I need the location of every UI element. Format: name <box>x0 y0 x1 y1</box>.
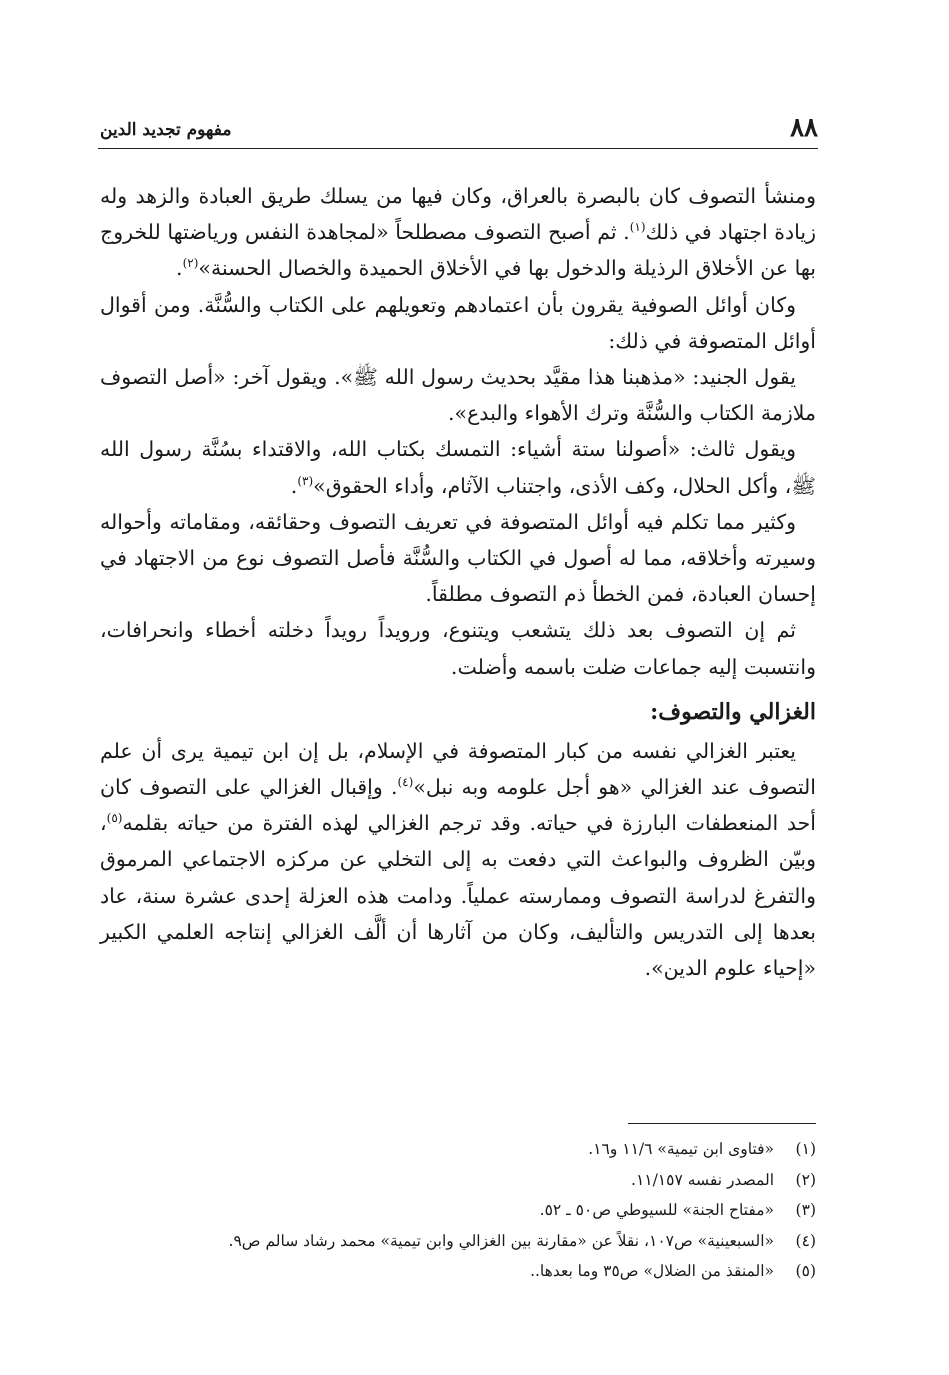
footnote-text: «مفتاح الجنة» للسيوطي ص٥٠ ـ ٥٢. <box>539 1201 774 1220</box>
section-heading: الغزالي والتصوف: <box>650 698 816 725</box>
page-header <box>98 112 818 149</box>
footnote <box>100 1195 816 1226</box>
footnote <box>100 1226 816 1257</box>
footnote <box>100 1256 816 1287</box>
page-number: ٨٨ <box>790 113 818 143</box>
paragraph: ويقول ثالث: «أصولنا ستة أشياء: التمسك بكتاب الله، والاقتداء بسُنَّة رسول الله ﷺ، وأكل الحلال، وكف الأذى، واجتناب الآثام، وأداء الحقوق»$^{(٣)}$. <box>100 437 816 498</box>
paragraph: يقول الجنيد: «مذهبنا هذا مقيَّد بحديث رسول الله ﷺ». ويقول آخر: «أصل التصوف ملازمة الكتاب والسُّنَّة وترك الأهواء والبدع». <box>100 365 816 426</box>
footnote-number: (٤) <box>795 1231 816 1250</box>
footnote-ref[interactable]: (٥) <box>106 811 123 826</box>
footnote-ref[interactable]: (٢) <box>182 256 199 271</box>
footnote-text: «المنقذ من الضلال» ص٣٥ وما بعدها.. <box>530 1262 774 1281</box>
paragraph: ومنشأ التصوف كان بالبصرة بالعراق، وكان فيها من يسلك طريق العبادة والزهد وله زيادة اجتهاد في ذلك$^{(١)}$. ثم أصبح التصوف مصطلحاً «لمجاهدة النفس ورياضتها للخروج بها عن الأخلاق الرذيلة والدخول بها في الأخلاق الحميدة والخصال الحسنة»$^{(٢)}$. <box>100 184 817 281</box>
footnote-number: (٥) <box>795 1262 816 1281</box>
footnote-number: (١) <box>795 1140 816 1158</box>
paragraph: وكثير مما تكلم فيه أوائل المتصوفة في تعريف التصوف وحقائقه، ومقاماته وأحواله وسيرته وأخلاقه، مما له أصول في الكتاب والسُّنَّة فأصل التصوف نوع من الاجتهاد في إحسان العبادة، فمن الخطأ ذم التصوف مطلقاً. <box>100 509 816 607</box>
footnote-ref[interactable]: (٤) <box>397 775 414 790</box>
body-text <box>100 178 816 986</box>
footnote <box>100 1165 816 1196</box>
footnote-text: «فتاوى ابن تيمية» ١١/٦ و١٦. <box>588 1140 774 1158</box>
paragraph: يعتبر الغزالي نفسه من كبار المتصوفة في الإسلام، بل إن ابن تيمية يرى أن علم التصوف عند الغزالي «هو أجل علومه وبه نبل»$^{(٤)}$. وإقبال الغزالي على التصوف كان أحد المنعطفات البارزة في حياته. وقد ترجم الغزالي لهذه الفترة من حياته بقلمه$^{(٥)}$، وبيّن الظروف والبواعث التي دفعت به إلى التخلي عن مركزه الاجتماعي المرموق والتفرغ لدراسة التصوف وممارسته عملياً. ودامت هذه العزلة إحدى عشرة سنة، عاد بعدها إلى التدريس والتأليف، وكان من آثارها أن ألَّف الغزالي إنتاجه العلمي الكبير «إحياء علوم الدين». <box>100 738 816 981</box>
footnote-text: «السبعينية» ص١٠٧، نقلاً عن «مقارنة بين الغزالي وابن تيمية» محمد رشاد سالم ص٩. <box>228 1231 774 1250</box>
footnote-divider <box>628 1123 816 1124</box>
running-title: مفهوم تجديد الدين <box>100 120 232 140</box>
footnote <box>100 1134 816 1165</box>
paragraph: وكان أوائل الصوفية يقرون بأن اعتمادهم وتعويلهم على الكتاب والسُّنَّة. ومن أقوال أوائل المتصوفة في ذلك: <box>100 292 816 353</box>
footnote-ref[interactable]: (٣) <box>297 473 314 488</box>
footnote-text: المصدر نفسه ١١/١٥٧. <box>631 1170 774 1189</box>
footnote-number: (٣) <box>795 1201 816 1220</box>
footnote-ref[interactable]: (١) <box>629 220 646 235</box>
footnotes <box>100 1134 816 1287</box>
paragraph: ثم إن التصوف بعد ذلك يتشعب ويتنوع، ورويداً رويداً دخلته أخطاء وانحرافات، وانتسبت إليه جماعات ضلت باسمه وأضلت. <box>100 618 816 679</box>
footnote-number: (٢) <box>795 1170 816 1189</box>
